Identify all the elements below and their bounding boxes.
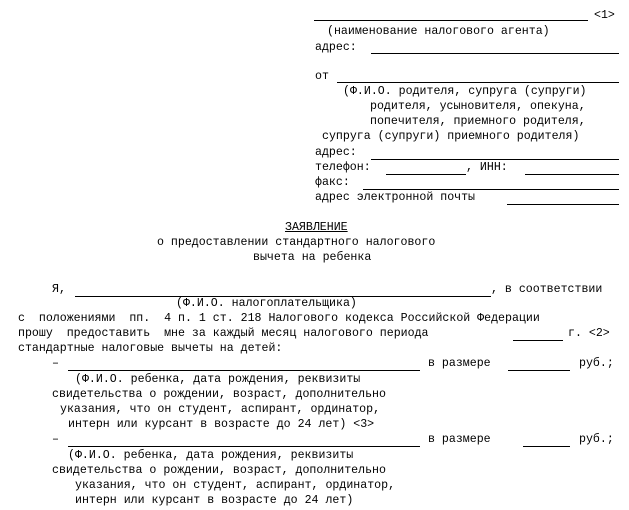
parent-caption-line-4: супруга (супруги) приемного родителя)	[322, 130, 580, 143]
child1-caption-line-2: свидетельства о рождении, возраст, дополнительно	[52, 388, 386, 401]
fax-blank[interactable]	[363, 189, 619, 190]
child1-amount-label: в размере	[428, 357, 491, 370]
title-line-2: о предоставлении стандартного налогового	[157, 236, 436, 249]
applicant-address-label: адрес:	[315, 146, 357, 159]
child1-caption-line-1: (Ф.И.О. ребенка, дата рождения, реквизиты	[75, 373, 361, 386]
child2-caption-line-3: указания, что он студент, аспирант, ординатор,	[75, 479, 396, 492]
child1-caption-line-4: интерн или курсант в возрасте до 24 лет) <3>	[68, 418, 375, 431]
child2-caption-line-4: интерн или курсант в возрасте до 24 лет)	[75, 494, 354, 507]
in-accordance-text: , в соответствии	[491, 283, 603, 296]
phone-label: телефон:	[315, 161, 371, 174]
request-prefix: прошу предоставить мне за каждый месяц налогового периода	[18, 327, 429, 340]
child2-dash: –	[52, 433, 59, 446]
parent-caption-line-3: попечителя, приемного родителя,	[370, 115, 586, 128]
child2-rub: руб.;	[579, 433, 614, 446]
agent-address-label: адрес:	[315, 41, 357, 54]
child2-caption-line-1: (Ф.И.О. ребенка, дата рождения, реквизиты	[68, 449, 354, 462]
provisions-line: с положениями пп. 4 п. 1 ст. 218 Налогового кодекса Российской Федерации	[18, 312, 540, 325]
child2-info-blank[interactable]	[68, 446, 420, 447]
fax-label: факс:	[315, 176, 350, 189]
applicant-address-blank[interactable]	[371, 159, 619, 160]
child2-amount-blank[interactable]	[523, 446, 570, 447]
parent-caption-line-2: родителя, усыновителя, опекуна,	[370, 100, 586, 113]
child2-amount-label: в размере	[428, 433, 491, 446]
footnote-marker-1: <1>	[594, 9, 615, 22]
title-line-3: вычета на ребенка	[253, 251, 372, 264]
child1-info-blank[interactable]	[68, 370, 420, 371]
child1-amount-blank[interactable]	[508, 370, 570, 371]
request-suffix: г. <2>	[568, 327, 610, 340]
agent-caption: (наименование налогового агента)	[327, 25, 550, 38]
applicant-name-blank[interactable]	[337, 82, 619, 83]
i-label: Я,	[52, 283, 66, 296]
agent-address-blank[interactable]	[371, 53, 619, 54]
deductions-line: стандартные налоговые вычеты на детей:	[18, 342, 283, 355]
from-label: от	[315, 70, 329, 83]
document-title: ЗАЯВЛЕНИЕ	[285, 221, 348, 234]
taxpayer-caption: (Ф.И.О. налогоплательщика)	[176, 297, 357, 310]
inn-label: , ИНН:	[466, 161, 508, 174]
email-label: адрес электронной почты	[315, 191, 476, 204]
tax-period-year-blank[interactable]	[513, 340, 563, 341]
inn-blank[interactable]	[525, 174, 619, 175]
child1-rub: руб.;	[579, 357, 614, 370]
child2-caption-line-2: свидетельства о рождении, возраст, дополнительно	[52, 464, 386, 477]
email-blank[interactable]	[507, 204, 619, 205]
child1-dash: –	[52, 357, 59, 370]
phone-blank[interactable]	[386, 174, 466, 175]
agent-name-blank[interactable]	[314, 20, 588, 21]
child1-caption-line-3: указания, что он студент, аспирант, ординатор,	[60, 403, 381, 416]
parent-caption-line-1: (Ф.И.О. родителя, супруга (супруги)	[343, 85, 587, 98]
